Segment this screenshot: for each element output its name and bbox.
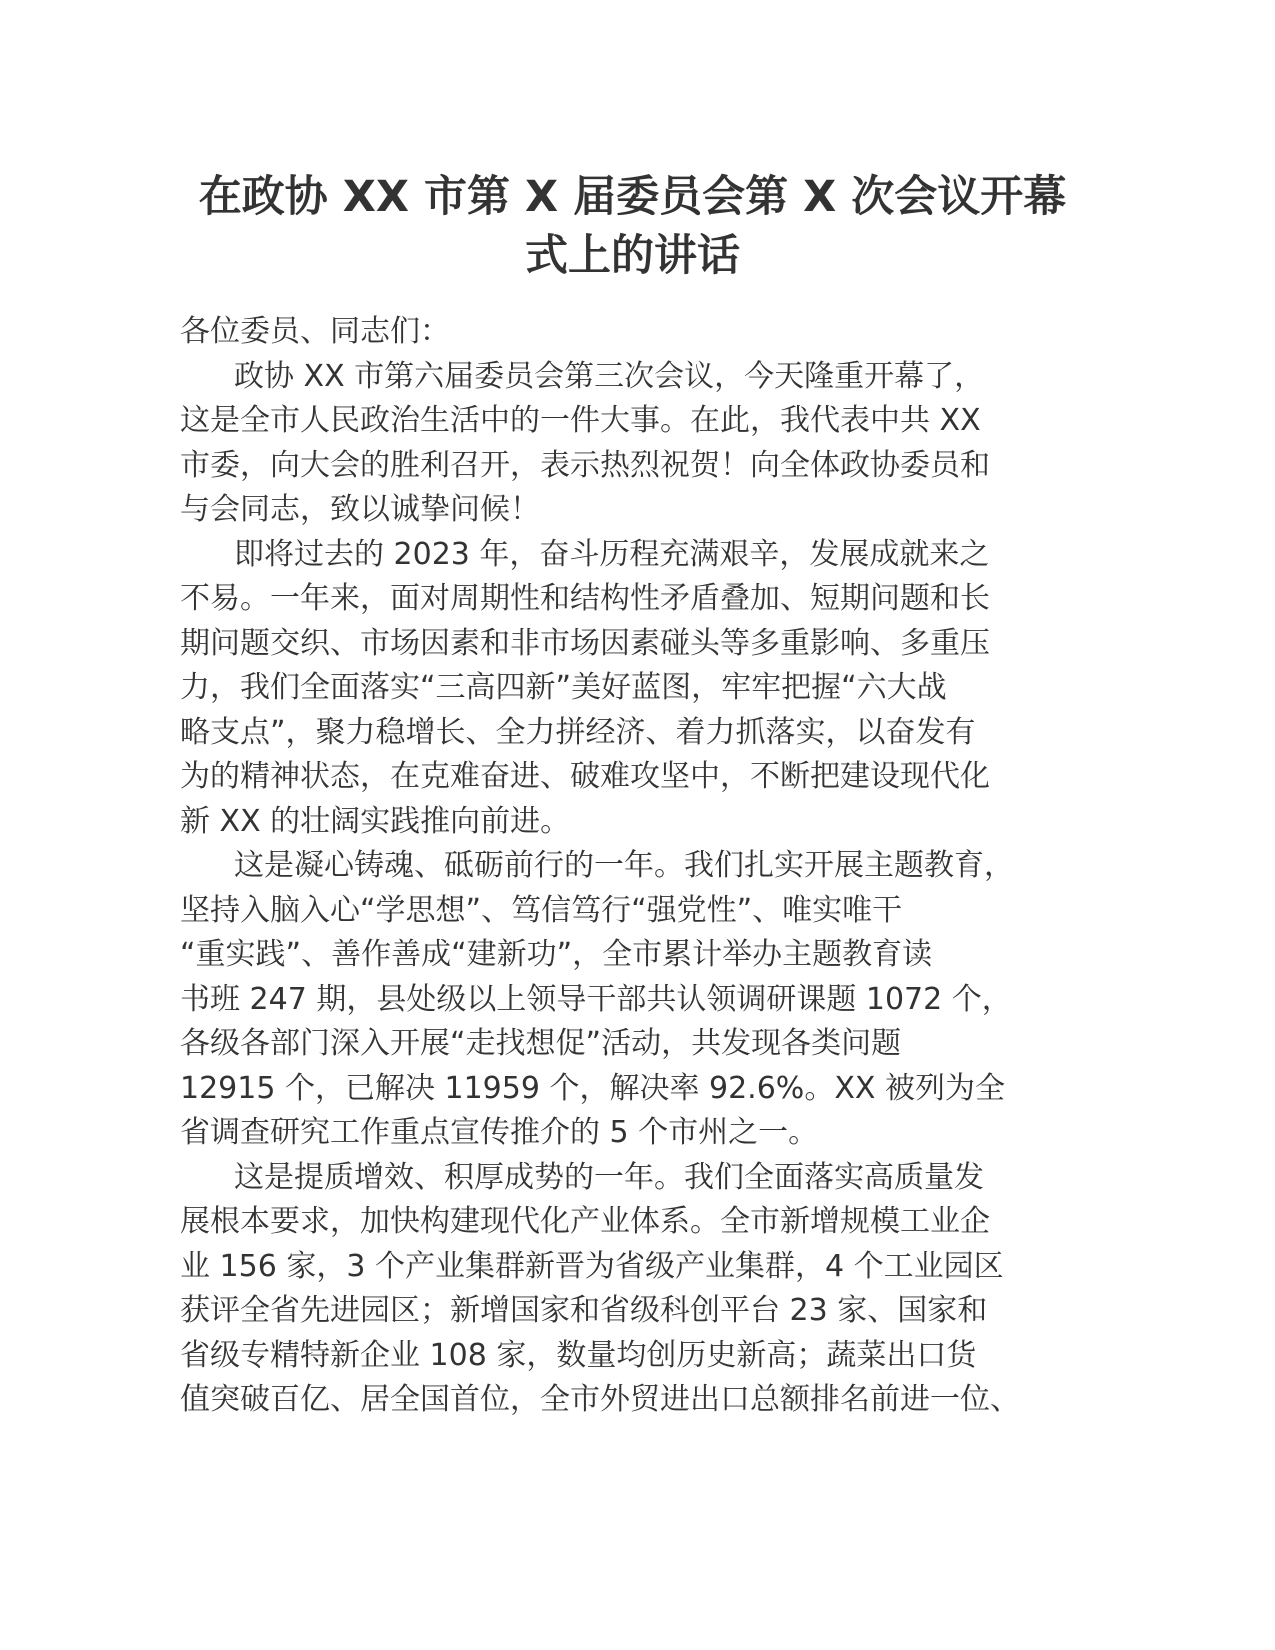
- paragraph-line: 业 156 家，3 个产业集群新晋为省级产业集群，4 个工业园区: [180, 1248, 1004, 1284]
- paragraph-line: 不易。一年来，面对周期性和结构性矛盾叠加、短期问题和长: [180, 581, 990, 616]
- paragraph-line: 这是提质增效、积厚成势的一年。我们全面落实高质量发: [234, 1159, 984, 1195]
- document-page: [180, 168, 1085, 1423]
- paragraph-line: 期问题交织、市场因素和非市场因素碰头等多重影响、多重压: [180, 625, 990, 661]
- document-title: [180, 168, 1085, 286]
- paragraph-line: 获评全省先进园区；新增国家和省级科创平台 23 家、国家和: [180, 1293, 988, 1328]
- paragraph-education: [180, 844, 1085, 1156]
- paragraph-line: 为的精神状态，在克难奋进、破难攻坚中，不断把建设现代化: [180, 759, 990, 794]
- paragraph-line: 政协 XX 市第六届委员会第三次会议，今天隆重开幕了，: [234, 358, 985, 394]
- title-line: 式上的讲话: [525, 231, 740, 281]
- paragraph-line: 值突破百亿、居全国首位，全市外贸进出口总额排名前进一位、: [180, 1382, 1020, 1417]
- paragraph-line: 各级各部门深入开展“走找想促”活动，共发现各类问题: [180, 1026, 902, 1061]
- paragraph-line: 略支点”，聚力稳增长、全力拼经济、着力抓落实，以奋发有: [180, 714, 976, 750]
- paragraph-line: 新 XX 的壮阔实践推向前进。: [180, 803, 571, 839]
- salutation: 各位委员、同志们：: [180, 314, 450, 349]
- paragraph-line: 展根本要求，加快构建现代化产业体系。全市新增规模工业企: [180, 1204, 990, 1239]
- paragraph-line: 12915 个，已解决 11959 个，解决率 92.6%。XX 被列为全: [180, 1070, 1005, 1106]
- paragraph-line: 这是凝心铸魂、砥砺前行的一年。我们扎实开展主题教育，: [234, 848, 1014, 883]
- paragraph-line: 即将过去的 2023 年，奋斗历程充满艰辛，发展成就来之: [234, 536, 990, 572]
- paragraph-line: 省级专精特新企业 108 家，数量均创历史新高；蔬菜出口货: [180, 1337, 977, 1373]
- paragraph-development: [180, 1156, 1085, 1423]
- paragraph-opening: [180, 355, 1085, 533]
- paragraph-review: [180, 533, 1085, 845]
- paragraph-line: “重实践”、善作善成“建新功”，全市累计举办主题教育读: [180, 937, 933, 972]
- document-body: [180, 310, 1085, 1423]
- paragraph-line: 市委，向大会的胜利召开，表示热烈祝贺！向全体政协委员和: [180, 447, 990, 483]
- paragraph-line: 省调查研究工作重点宣传推介的 5 个市州之一。: [180, 1115, 819, 1150]
- paragraph-line: 这是全市人民政治生活中的一件大事。在此，我代表中共 XX: [180, 403, 981, 438]
- paragraph-line: 坚持入脑入心“学思想”、笃信笃行“强党性”、唯实唯干: [180, 892, 903, 928]
- paragraph-line: 与会同志，致以诚挚问候！: [180, 492, 540, 527]
- paragraph-line: 力，我们全面落实“三高四新”美好蓝图，牢牢把握“六大战: [180, 670, 947, 705]
- title-line: 在政协 XX 市第 X 届委员会第 X 次会议开幕: [198, 172, 1067, 222]
- paragraph-line: 书班 247 期，县处级以上领导干部共认领调研课题 1072 个，: [180, 981, 1012, 1017]
